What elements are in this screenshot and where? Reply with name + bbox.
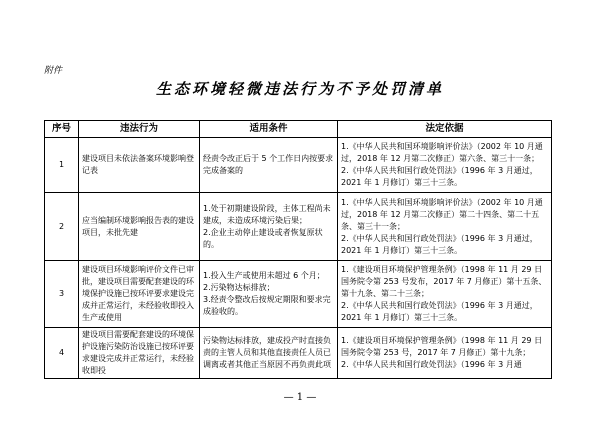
column-header-violation: 违法行为 [79, 121, 200, 138]
table-row [45, 328, 552, 379]
legal-basis-cell [338, 193, 552, 261]
condition-line: 3.经责令整改后按规定期限和要求完成验收的。 [203, 295, 331, 316]
column-header-conditions: 适用条件 [200, 121, 338, 138]
conditions-cell [200, 328, 338, 379]
legal-basis-cell [338, 138, 552, 193]
violation-cell: 建设项目需要配套建设的环境保护设施污染防治设施已按环评要求建设完成并正常运行，未经验收即投 [79, 328, 200, 379]
row-number: 3 [45, 261, 79, 328]
basis-line: 1.《建设项目环境保护管理条例》（1998 年 11 月 29 日国务院令第 253 号发布，2017 年 7 月修正）第十五条、第十九条、第二十三条； [341, 265, 547, 298]
row-number: 1 [45, 138, 79, 193]
basis-line: 2.《中华人民共和国行政处罚法》（1996 年 3 月通 [341, 360, 522, 369]
row-number: 2 [45, 193, 79, 261]
table-row [45, 261, 552, 328]
legal-basis-cell [338, 261, 552, 328]
row-number: 4 [45, 328, 79, 379]
condition-line: 经责令改正后于 5 个工作日内按要求完成备案的 [203, 154, 334, 175]
basis-line: 1.《中华人民共和国环境影响评价法》（2002 年 10 月通过，2018 年 12 月第二次修正）第二十四条、第二十五条、第三十一条； [341, 197, 543, 231]
table-header-row [45, 121, 552, 138]
column-header-legal-basis: 法定依据 [338, 121, 552, 138]
basis-line: 2.《中华人民共和国行政处罚法》（1996 年 3 月通过，2021 年 1 月修订）第三十三条。 [341, 301, 538, 322]
table-row [45, 193, 552, 261]
document-title: 生态环境轻微违法行为不予处罚清单 [155, 80, 444, 98]
condition-line: 2.企业主动停止建设或者恢复原状的。 [203, 227, 323, 249]
basis-line: 1.《建设项目环境保护管理条例》（1998 年 11 月 29 日国务院令第 253 号，2017 年 7 月修正）第十九条； [341, 336, 543, 357]
table-row [45, 138, 552, 193]
conditions-cell [200, 193, 338, 261]
violation-cell: 建设项目未依法备案环境影响登记表 [79, 138, 200, 193]
legal-basis-cell [338, 328, 552, 379]
violation-cell: 建设项目环境影响评价文件已审批，建设项目需要配套建设的环境保护设施已按环评要求建设完成并正常运行，未经验收即投入生产或使用 [79, 261, 200, 328]
conditions-cell [200, 138, 338, 193]
basis-line: 2.《中华人民共和国行政处罚法》（1996 年 3 月通过，2021 年 1 月修订）第三十三条。 [341, 233, 538, 255]
column-header-number: 序号 [45, 121, 79, 138]
basis-line: 2.《中华人民共和国行政处罚法》（1996 年 3 月通过，2021 年 1 月修订）第三十三条。 [341, 166, 538, 187]
condition-line: 1.处于初期建设阶段，主体工程尚未建成，未造成环境污染后果； [203, 203, 331, 225]
condition-line: 1.投入生产或使用未超过 6 个月； [203, 271, 325, 280]
condition-line: 污染物达标排放，建成投产时直接负责的主管人员和其他直接责任人员已调离或者其他正当原因不再负责此项 [203, 336, 331, 369]
condition-line: 2.污染物达标排放； [203, 283, 275, 292]
attachment-label: 附件 [44, 66, 63, 76]
basis-line: 1.《中华人民共和国环境影响评价法》（2002 年 10 月通过，2018 年 12 月第二次修正）第六条、第三十一条； [341, 142, 543, 163]
penalty-exemption-table [44, 120, 552, 379]
conditions-cell [200, 261, 338, 328]
violation-cell: 应当编制环境影响报告表的建设项目，未批先建 [79, 193, 200, 261]
page-number: — 1 — [283, 392, 317, 403]
